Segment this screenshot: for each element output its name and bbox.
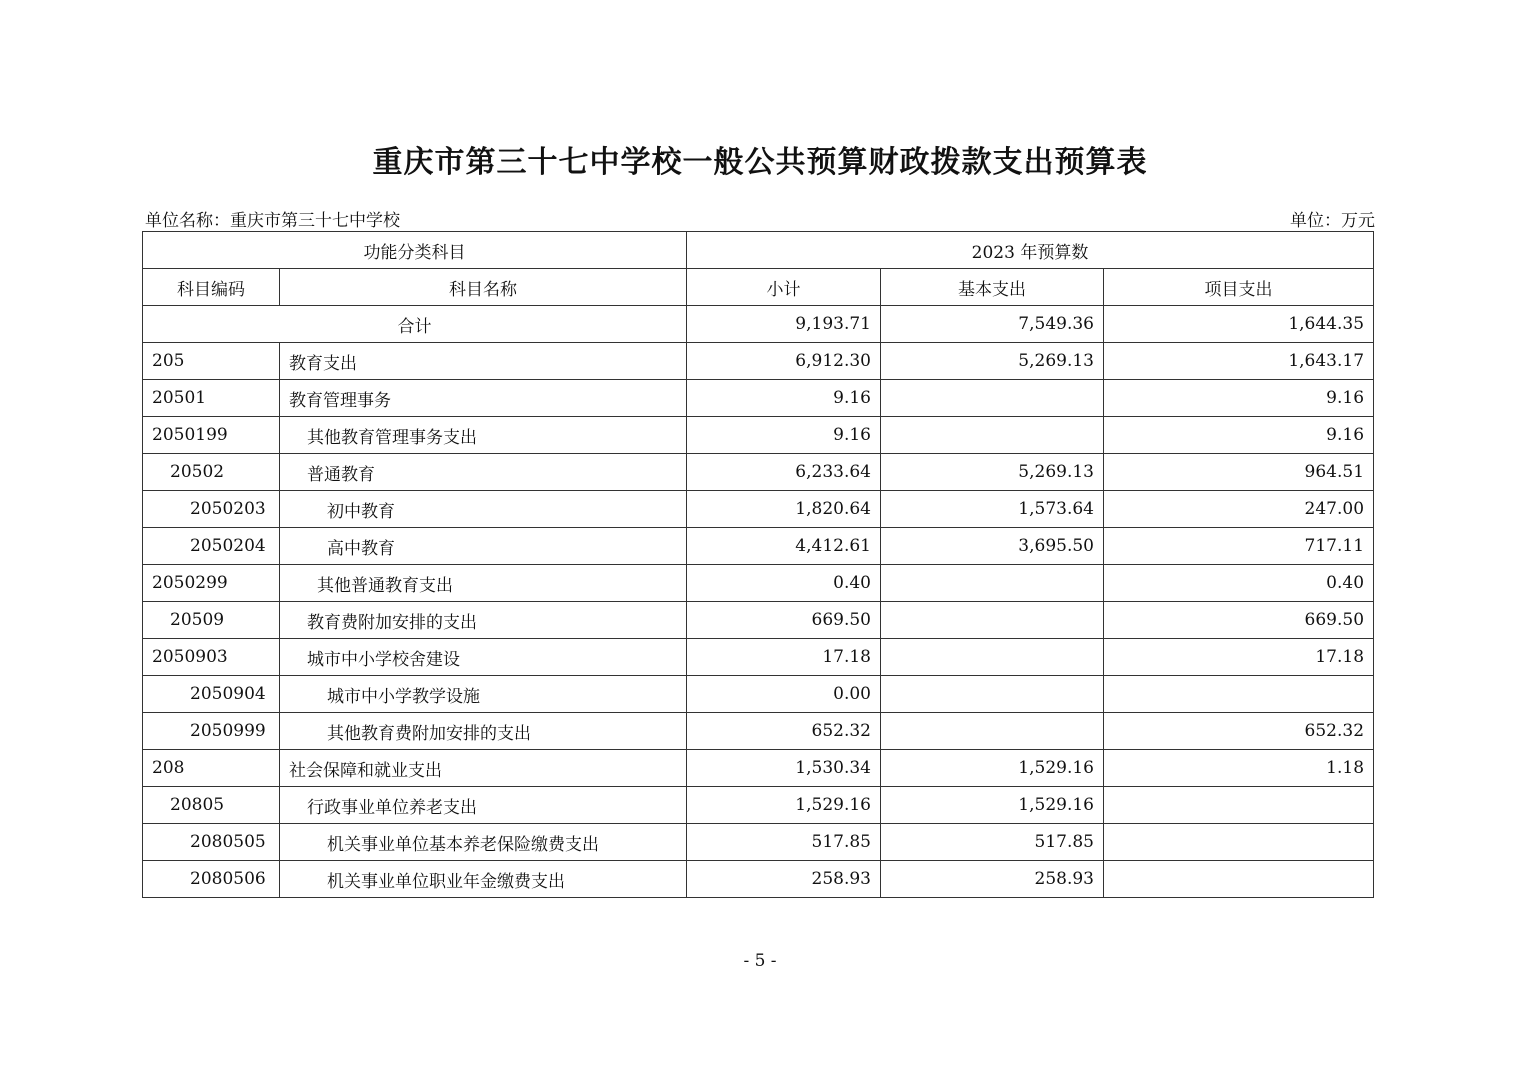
- table-row: [143, 639, 1374, 676]
- row-subtotal: 17.18: [687, 639, 881, 676]
- header-name: 科目名称: [280, 269, 687, 306]
- row-code: 20805: [143, 787, 280, 824]
- row-project: 669.50: [1104, 602, 1374, 639]
- row-name: 机关事业单位职业年金缴费支出: [280, 861, 687, 898]
- row-basic: 3,695.50: [881, 528, 1104, 565]
- row-basic: [881, 417, 1104, 454]
- row-basic: [881, 380, 1104, 417]
- row-project: [1104, 787, 1374, 824]
- budget-table: [142, 231, 1374, 898]
- row-code: 2080505: [143, 824, 280, 861]
- row-subtotal: 1,530.34: [687, 750, 881, 787]
- row-name: 社会保障和就业支出: [280, 750, 687, 787]
- header-budget-year: 2023 年预算数: [687, 232, 1374, 269]
- table-row: [143, 602, 1374, 639]
- row-basic: 258.93: [881, 861, 1104, 898]
- row-name: 教育费附加安排的支出: [280, 602, 687, 639]
- row-name: 初中教育: [280, 491, 687, 528]
- page-number: - 5 -: [743, 951, 777, 971]
- row-subtotal: 9.16: [687, 380, 881, 417]
- row-name: 机关事业单位基本养老保险缴费支出: [280, 824, 687, 861]
- header-code: 科目编码: [143, 269, 280, 306]
- row-project: [1104, 861, 1374, 898]
- row-project: 1.18: [1104, 750, 1374, 787]
- row-subtotal: 4,412.61: [687, 528, 881, 565]
- row-subtotal: 6,233.64: [687, 454, 881, 491]
- row-code: 205: [143, 343, 280, 380]
- row-name: 教育支出: [280, 343, 687, 380]
- row-project: 652.32: [1104, 713, 1374, 750]
- table-row: [143, 824, 1374, 861]
- row-name: 其他教育管理事务支出: [280, 417, 687, 454]
- document-title: 重庆市第三十七中学校一般公共预算财政拨款支出预算表: [372, 145, 1148, 180]
- row-project: 964.51: [1104, 454, 1374, 491]
- header-project: 项目支出: [1104, 269, 1374, 306]
- table-row: [143, 417, 1374, 454]
- row-name: 城市中小学教学设施: [280, 676, 687, 713]
- row-basic: [881, 713, 1104, 750]
- table-row: [143, 454, 1374, 491]
- row-project: 717.11: [1104, 528, 1374, 565]
- row-name: 普通教育: [280, 454, 687, 491]
- row-code: 20509: [143, 602, 280, 639]
- row-name: 教育管理事务: [280, 380, 687, 417]
- table-row: [143, 750, 1374, 787]
- table-row: [143, 861, 1374, 898]
- row-name: 高中教育: [280, 528, 687, 565]
- row-project: 247.00: [1104, 491, 1374, 528]
- row-basic: 1,529.16: [881, 787, 1104, 824]
- total-basic: 7,549.36: [881, 306, 1104, 343]
- row-project: [1104, 676, 1374, 713]
- total-project: 1,644.35: [1104, 306, 1374, 343]
- row-basic: 5,269.13: [881, 343, 1104, 380]
- table-row: [143, 565, 1374, 602]
- row-name: 城市中小学校舍建设: [280, 639, 687, 676]
- row-project: 1,643.17: [1104, 343, 1374, 380]
- header-row-2: [143, 269, 1374, 306]
- row-project: 0.40: [1104, 565, 1374, 602]
- row-code: 2050299: [143, 565, 280, 602]
- row-subtotal: 652.32: [687, 713, 881, 750]
- row-basic: 1,529.16: [881, 750, 1104, 787]
- row-subtotal: 9.16: [687, 417, 881, 454]
- row-subtotal: 6,912.30: [687, 343, 881, 380]
- row-basic: [881, 602, 1104, 639]
- row-code: 2050999: [143, 713, 280, 750]
- currency-unit: 单位：万元: [1290, 211, 1375, 231]
- row-subtotal: 669.50: [687, 602, 881, 639]
- row-basic: [881, 639, 1104, 676]
- row-name: 其他教育费附加安排的支出: [280, 713, 687, 750]
- row-code: 2050203: [143, 491, 280, 528]
- row-code: 2080506: [143, 861, 280, 898]
- table-row: [143, 343, 1374, 380]
- row-basic: [881, 676, 1104, 713]
- row-subtotal: 1,529.16: [687, 787, 881, 824]
- table-row: [143, 787, 1374, 824]
- row-name: 其他普通教育支出: [280, 565, 687, 602]
- row-name: 行政事业单位养老支出: [280, 787, 687, 824]
- header-row-1: [143, 232, 1374, 269]
- row-project: [1104, 824, 1374, 861]
- total-subtotal: 9,193.71: [687, 306, 881, 343]
- header-functional-category: 功能分类科目: [143, 232, 687, 269]
- row-code: 20501: [143, 380, 280, 417]
- row-code: 20502: [143, 454, 280, 491]
- row-code: 208: [143, 750, 280, 787]
- row-code: 2050904: [143, 676, 280, 713]
- row-subtotal: 1,820.64: [687, 491, 881, 528]
- table-row: [143, 528, 1374, 565]
- row-basic: 517.85: [881, 824, 1104, 861]
- row-project: 9.16: [1104, 417, 1374, 454]
- row-project: 17.18: [1104, 639, 1374, 676]
- row-basic: 5,269.13: [881, 454, 1104, 491]
- row-subtotal: 258.93: [687, 861, 881, 898]
- header-subtotal: 小计: [687, 269, 881, 306]
- row-code: 2050903: [143, 639, 280, 676]
- row-project: 9.16: [1104, 380, 1374, 417]
- total-label: 合计: [143, 306, 687, 343]
- unit-name: 单位名称：重庆市第三十七中学校: [145, 211, 400, 231]
- row-code: 2050204: [143, 528, 280, 565]
- row-code: 2050199: [143, 417, 280, 454]
- table-row: [143, 491, 1374, 528]
- row-subtotal: 0.40: [687, 565, 881, 602]
- total-row: [143, 306, 1374, 343]
- header-basic: 基本支出: [881, 269, 1104, 306]
- row-subtotal: 0.00: [687, 676, 881, 713]
- table-row: [143, 713, 1374, 750]
- row-basic: [881, 565, 1104, 602]
- table-row: [143, 676, 1374, 713]
- table-row: [143, 380, 1374, 417]
- row-basic: 1,573.64: [881, 491, 1104, 528]
- row-subtotal: 517.85: [687, 824, 881, 861]
